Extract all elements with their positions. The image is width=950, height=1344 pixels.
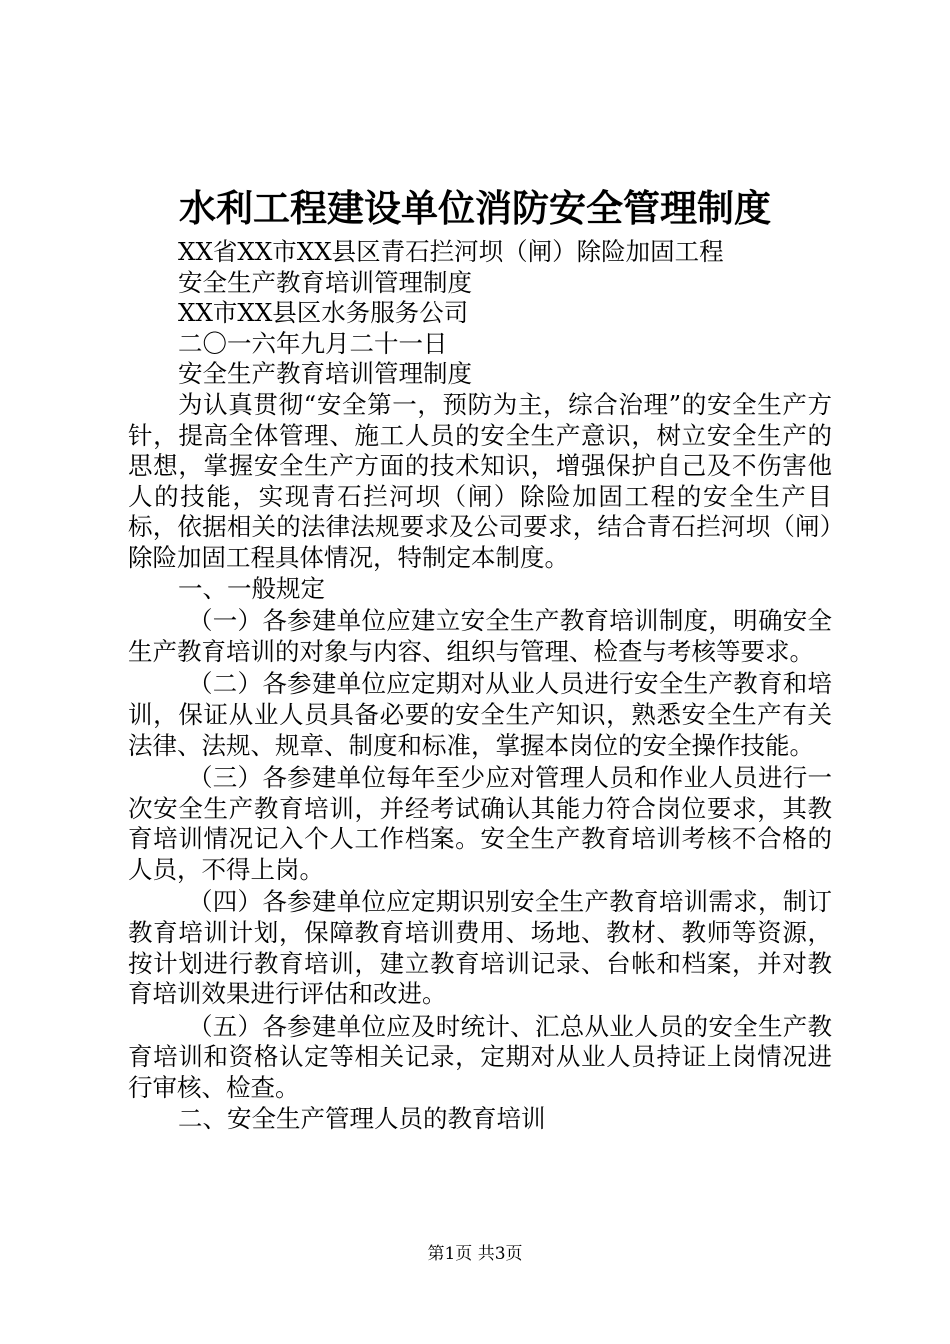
intro-paragraph: 为认真贯彻“安全第一，预防为主，综合治理”的安全生产方针，提高全体管理、施工人员的安全生产意识，树立安全生产的思想，掌握安全生产方面的技术知识，增强保护自己及不伤害他人的技能，实现青石拦河坝（闸）除险加固工程的安全生产目标，依据相关的法律法规要求及公司要求，结合青石拦河坝（闸）除险加固工程具体情况，特制定本制度。 [128, 389, 832, 572]
cover-line-date: 二〇一六年九月二十一日 [178, 328, 448, 358]
document-body [128, 237, 832, 1134]
cover-line-company: XX市XX县区水务服务公司 [178, 298, 469, 328]
document-title: 水利工程建设单位消防安全管理制度 [179, 186, 771, 230]
page-number-footer: 第1页 共3页 [427, 1244, 523, 1264]
section-heading-general: 一、一般规定 [178, 573, 325, 603]
rule-item-1: （一）各参建单位应建立安全生产教育培训制度，明确安全生产教育培训的对象与内容、组织与管理、检查与考核等要求。 [128, 606, 832, 666]
cover-line-subtitle: 安全生产教育培训管理制度 [178, 359, 472, 389]
rule-item-3: （三）各参建单位每年至少应对管理人员和作业人员进行一次安全生产教育培训，并经考试确认其能力符合岗位要求，其教育培训情况记入个人工作档案。安全生产教育培训考核不合格的人员，不得上岗。 [128, 763, 832, 884]
section-heading-managers: 二、安全生产管理人员的教育培训 [178, 1103, 546, 1133]
cover-line-project: XX省XX市XX县区青石拦河坝（闸）除险加固工程 [178, 237, 724, 266]
cover-line-system: 安全生产教育培训管理制度 [178, 267, 472, 297]
rule-item-5: （五）各参建单位应及时统计、汇总从业人员的安全生产教育培训和资格认定等相关记录，定期对从业人员持证上岗情况进行审核、检查。 [128, 1011, 832, 1103]
rule-item-2: （二）各参建单位应定期对从业人员进行安全生产教育和培训，保证从业人员具备必要的安全生产知识，熟悉安全生产有关法律、法规、规章、制度和标准，掌握本岗位的安全操作技能。 [128, 669, 832, 760]
rule-item-4: （四）各参建单位应定期识别安全生产教育培训需求，制订教育培训计划，保障教育培训费用、场地、教材、教师等资源，按计划进行教育培训，建立教育培训记录、台帐和档案，并对教育培训效果进行评估和改进。 [128, 887, 832, 1009]
